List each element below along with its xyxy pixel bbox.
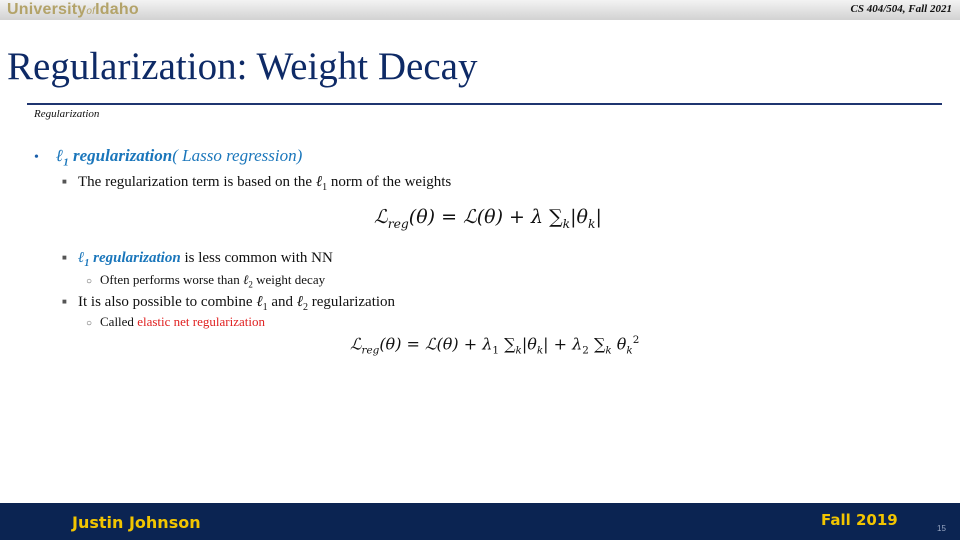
text: Often performs worse than — [100, 272, 243, 287]
eq-part: |θ — [521, 334, 537, 354]
theta-subscript: k — [626, 344, 633, 357]
ell-subscript: 1 — [322, 182, 328, 193]
footer-term: Fall 2019 — [821, 511, 898, 529]
sum-subscript: k — [605, 344, 612, 357]
eq-part: ∑ — [499, 334, 516, 354]
ell-symbol: ℓ — [256, 292, 263, 310]
ell-symbol: ℓ — [56, 146, 64, 166]
circle-bullet-icon: ○ — [86, 276, 93, 287]
loss-symbol: ℒ — [463, 206, 477, 228]
bullet-l1-norm-description — [62, 172, 451, 193]
eq-part: θ — [611, 334, 627, 354]
text: The regularization term is based on the — [78, 174, 316, 190]
lambda2-subscript: 2 — [582, 344, 589, 357]
text: is less common with NN — [180, 250, 333, 266]
university-logo — [7, 0, 139, 22]
eq-part: | — [595, 206, 602, 228]
eq-part: (θ) + λ ∑ — [476, 206, 563, 228]
ell-subscript: 1 — [262, 302, 268, 313]
reg-subscript: reg — [387, 216, 409, 231]
circle-bullet-icon: ○ — [86, 318, 93, 329]
reg-subscript: reg — [361, 344, 380, 357]
bullet-paren: ( Lasso regression) — [172, 146, 303, 165]
bullet-combine — [62, 292, 395, 313]
logo-university: University — [7, 1, 87, 18]
theta-superscript: 2 — [632, 334, 640, 346]
text: regularization — [308, 294, 396, 310]
bullet-strong: regularization — [93, 250, 181, 266]
section-label: Regularization — [34, 108, 100, 120]
text: Called — [100, 314, 138, 329]
ell-symbol: ℓ — [78, 248, 85, 266]
logo-idaho: Idaho — [95, 1, 139, 18]
lambda1-subscript: 1 — [492, 344, 500, 357]
loss-symbol: ℒ — [350, 334, 362, 354]
equation-elastic-net — [350, 334, 639, 357]
theta-subscript: k — [588, 216, 596, 231]
elastic-net-term: elastic net regularization — [137, 314, 265, 329]
text: weight decay — [252, 272, 326, 287]
loss-symbol: ℒ — [425, 334, 437, 354]
page-number: 15 — [937, 524, 946, 533]
ell-symbol: ℓ — [296, 292, 303, 310]
ell-symbol: ℓ — [315, 172, 323, 190]
text: and — [267, 294, 297, 310]
theta-subscript: k — [536, 344, 544, 357]
bullet-elastic-net — [86, 314, 265, 330]
top-banner — [0, 0, 960, 20]
bullet-l1-less-common — [62, 248, 333, 269]
eq-part: ∑ — [588, 334, 606, 354]
ell-subscript: 2 — [248, 279, 253, 290]
eq-part: (θ) + λ — [436, 334, 493, 354]
bullet-l1-regularization — [34, 146, 302, 168]
ell-symbol: ℓ — [242, 273, 249, 288]
course-label: CS 404/504, Fall 2021 — [850, 3, 952, 15]
square-bullet-icon: ■ — [62, 177, 67, 186]
square-bullet-icon: ■ — [62, 297, 67, 306]
bullet-dot-icon: • — [34, 150, 39, 165]
sum-subscript: k — [515, 344, 522, 357]
loss-symbol: ℒ — [374, 206, 388, 228]
square-bullet-icon: ■ — [62, 253, 67, 262]
bullet-strong: regularization — [73, 146, 173, 165]
equation-l1-loss — [374, 206, 602, 231]
eq-part: (θ) = — [379, 334, 426, 354]
eq-part: |θ — [570, 206, 588, 228]
footer-bar — [0, 503, 960, 540]
slide-title: Regularization: Weight Decay — [7, 45, 478, 88]
eq-part: (θ) = — [408, 206, 464, 228]
bullet-worse-performance — [86, 272, 325, 290]
ell-subscript: 2 — [303, 302, 308, 313]
ell-subscript: 1 — [84, 258, 90, 269]
eq-part: | + λ — [543, 334, 583, 354]
text: norm of the weights — [327, 174, 452, 190]
ell-subscript: 1 — [63, 156, 69, 169]
title-divider — [27, 103, 942, 105]
footer-author: Justin Johnson — [72, 513, 201, 532]
text: It is also possible to combine — [78, 294, 257, 310]
logo-of: of — [86, 6, 96, 17]
sum-subscript: k — [562, 216, 571, 231]
